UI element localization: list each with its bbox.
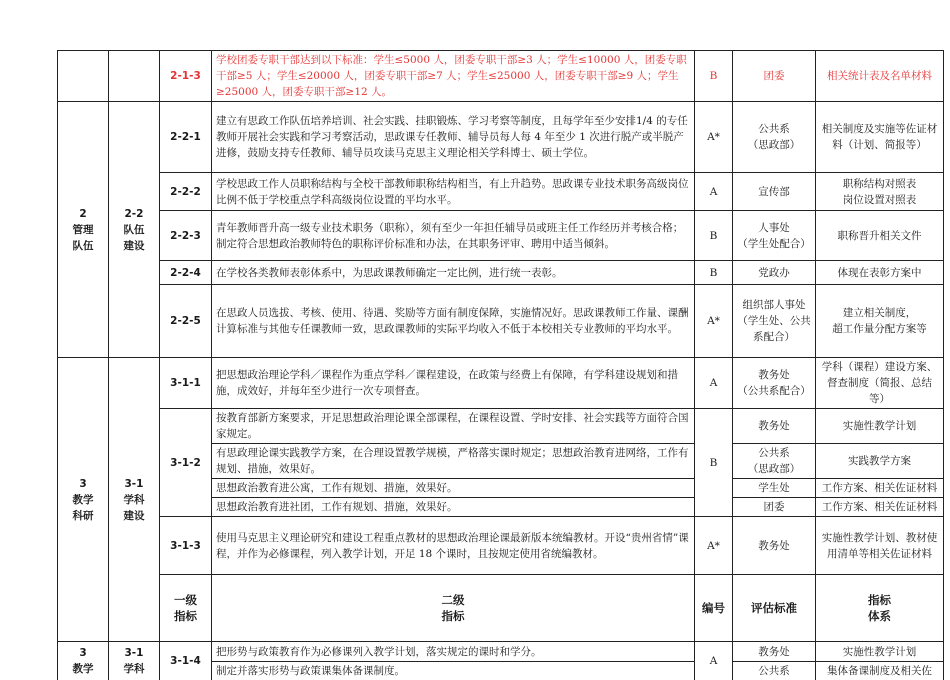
note-cell: 实施性教学计划、教材使用清单等相关佐证材料 <box>816 517 944 575</box>
system-cell: B <box>695 51 733 102</box>
dept-cell: 教务处 <box>733 409 816 444</box>
dept-cell: 党政办 <box>733 261 816 285</box>
dept-cell: 团委 <box>733 51 816 102</box>
row-code: 3-1-3 <box>160 517 212 575</box>
row-code: 3-1-4 <box>160 642 212 680</box>
dept-cell: 宣传部 <box>733 173 816 211</box>
table-row <box>58 211 944 261</box>
system-cell: B <box>695 211 733 261</box>
level1-label: 2 管理 队伍 <box>73 208 94 252</box>
criteria-cell: 把思想政治理论学科／课程作为重点学科／课程建设，在政策与经费上有保障，有学科建设规划和措施，成效好，并每年至少进行一次专项督查。 <box>212 358 695 409</box>
note-cell: 工作方案、相关佐证材料 <box>816 498 944 517</box>
criteria-cell: 学校团委专职干部达到以下标准：学生≤5000 人，团委专职干部≥3 人；学生≤10000 人，团委专职干部≥5 人；学生≤20000 人，团委专职干部≥7 人；学生≤25000 人，团委专职干部≥9 人；学生≥25000 人，团委专职干部≥12 人。 <box>212 51 695 102</box>
system-cell: A* <box>695 517 733 575</box>
table-row <box>58 173 944 211</box>
note-cell: 集体备课制度及相关佐 <box>816 662 944 680</box>
system-cell: A <box>695 173 733 211</box>
criteria-cell: 在学校各类教师表彰体系中，为思政课教师确定一定比例，进行统一表彰。 <box>212 261 695 285</box>
row-code: 2-2-5 <box>160 285 212 358</box>
note-cell: 实施性教学计划 <box>816 642 944 662</box>
system-cell: A <box>695 642 733 680</box>
system-cell: A <box>695 358 733 409</box>
evaluation-table <box>57 50 944 680</box>
table-row <box>58 642 944 662</box>
level2-cell <box>109 642 160 680</box>
table-row <box>58 358 944 409</box>
criteria-cell: 在思政人员选拔、考核、使用、待遇、奖励等方面有制度保障，实施情况好。思政课教师工作量、课酬计算标准与其他专任课教师一致，思政课教师的实际平均收入不低于本校相关专业教师的平均水平。 <box>212 285 695 358</box>
row-code: 3-1-1 <box>160 358 212 409</box>
table-row <box>58 102 944 173</box>
note-cell: 相关统计表及名单材料 <box>816 51 944 102</box>
row-code: 2-1-3 <box>160 51 212 102</box>
header-criteria: 评估标准 <box>733 575 816 642</box>
note-cell: 建立相关制度， 超工作量分配方案等 <box>816 285 944 358</box>
table-row <box>58 285 944 358</box>
dept-cell: 教务处 <box>733 642 816 662</box>
level2-cell <box>109 51 160 102</box>
note-cell: 实施性教学计划 <box>816 409 944 444</box>
criteria-cell: 制定并落实形势与政策课集体备课制度。 <box>212 662 695 680</box>
table-row <box>58 51 944 102</box>
note-cell: 体现在表彰方案中 <box>816 261 944 285</box>
dept-cell: 学生处 <box>733 479 816 498</box>
row-code: 2-2-3 <box>160 211 212 261</box>
dept-cell: 公共系 （思政部） <box>733 444 816 479</box>
criteria-cell: 把形势与政策教育作为必修课列入教学计划，落实规定的课时和学分。 <box>212 642 695 662</box>
level2-label: 2-2 队伍 建设 <box>124 208 145 252</box>
dept-cell: 教务处 （公共系配合） <box>733 358 816 409</box>
criteria-cell: 有思政理论课实践教学方案，在合理设置教学规模，严格落实课时规定；思想政治教育进网络，工作有规划、措施，效果好。 <box>212 444 695 479</box>
system-cell: A* <box>695 102 733 173</box>
level1-label: 3 教学 科研 <box>73 478 94 522</box>
system-cell: B <box>695 409 733 517</box>
note-cell: 相关制度及实施等佐证材料（计划、简报等） <box>816 102 944 173</box>
note-cell: 工作方案、相关佐证材料 <box>816 479 944 498</box>
dept-cell: 公共系 （思政部） <box>733 102 816 173</box>
level2-label: 3-1 学科 建设 <box>124 478 145 522</box>
header-code: 编号 <box>695 575 733 642</box>
row-code: 2-2-2 <box>160 173 212 211</box>
header-system: 指标 体系 <box>816 575 944 642</box>
table-row <box>58 517 944 575</box>
system-cell: A* <box>695 285 733 358</box>
dept-cell: 人事处 （学生处配合） <box>733 211 816 261</box>
level1-cell <box>58 358 109 642</box>
row-code: 2-2-4 <box>160 261 212 285</box>
level2-label: 3-1 学科 <box>124 647 145 675</box>
dept-cell: 公共系 <box>733 662 816 680</box>
level1-cell <box>58 642 109 680</box>
table-row <box>58 261 944 285</box>
row-code: 2-2-1 <box>160 102 212 173</box>
level1-cell <box>58 102 109 358</box>
note-cell: 学科（课程）建设方案、督查制度（简报、总结等） <box>816 358 944 409</box>
level1-cell <box>58 51 109 102</box>
level2-cell <box>109 102 160 358</box>
criteria-cell: 思想政治教育进公寓，工作有规划、措施，效果好。 <box>212 479 695 498</box>
level2-cell <box>109 358 160 642</box>
criteria-cell: 思想政治教育进社团，工作有规划、措施，效果好。 <box>212 498 695 517</box>
criteria-cell: 青年教师晋升高一级专业技术职务（职称），须有至少一年担任辅导员或班主任工作经历并考核合格；制定符合思想政治教师特色的职称评价标准和办法，在其职务评审、聘用中适当倾斜。 <box>212 211 695 261</box>
dept-cell: 组织部人事处 （学生处、公共系配合） <box>733 285 816 358</box>
criteria-cell: 按教育部新方案要求，开足思想政治理论课全部课程，在课程设置、学时安排、社会实践等方面符合国家规定。 <box>212 409 695 444</box>
criteria-cell: 建立有思政工作队伍培养培训、社会实践、挂职锻炼、学习考察等制度，且每学年至少安排1/4 的专任教师开展社会实践和学习考察活动，思政课专任教师、辅导员每人每 4 年至少 1 次进行脱产或半脱产进修，鼓励支持专任教师、辅导员攻读马克思主义理论相关学科博士、硕士学位。 <box>212 102 695 173</box>
criteria-cell: 使用马克思主义理论研究和建设工程重点教材的思想政治理论课最新版本统编教材。开设“贵州省情”课程，并作为必修课程，列入教学计划，开足 18 个课时，且按规定使用省统编教材。 <box>212 517 695 575</box>
row-code: 3-1-2 <box>160 409 212 517</box>
header-level1: 一级 指标 <box>160 575 212 642</box>
dept-cell: 教务处 <box>733 517 816 575</box>
level1-label: 3 教学 <box>73 647 94 675</box>
criteria-cell: 学校思政工作人员职称结构与全校干部教师职称结构相当，有上升趋势。思政课专业技术职务高级岗位比例不低于学校重点学科高级岗位设置的平均水平。 <box>212 173 695 211</box>
note-cell: 职称晋升相关文件 <box>816 211 944 261</box>
dept-cell: 团委 <box>733 498 816 517</box>
system-cell: B <box>695 261 733 285</box>
table-header-row <box>58 575 944 642</box>
note-cell: 实践教学方案 <box>816 444 944 479</box>
note-cell: 职称结构对照表 岗位设置对照表 <box>816 173 944 211</box>
header-level2: 二级 指标 <box>212 575 695 642</box>
table-row <box>58 409 944 444</box>
